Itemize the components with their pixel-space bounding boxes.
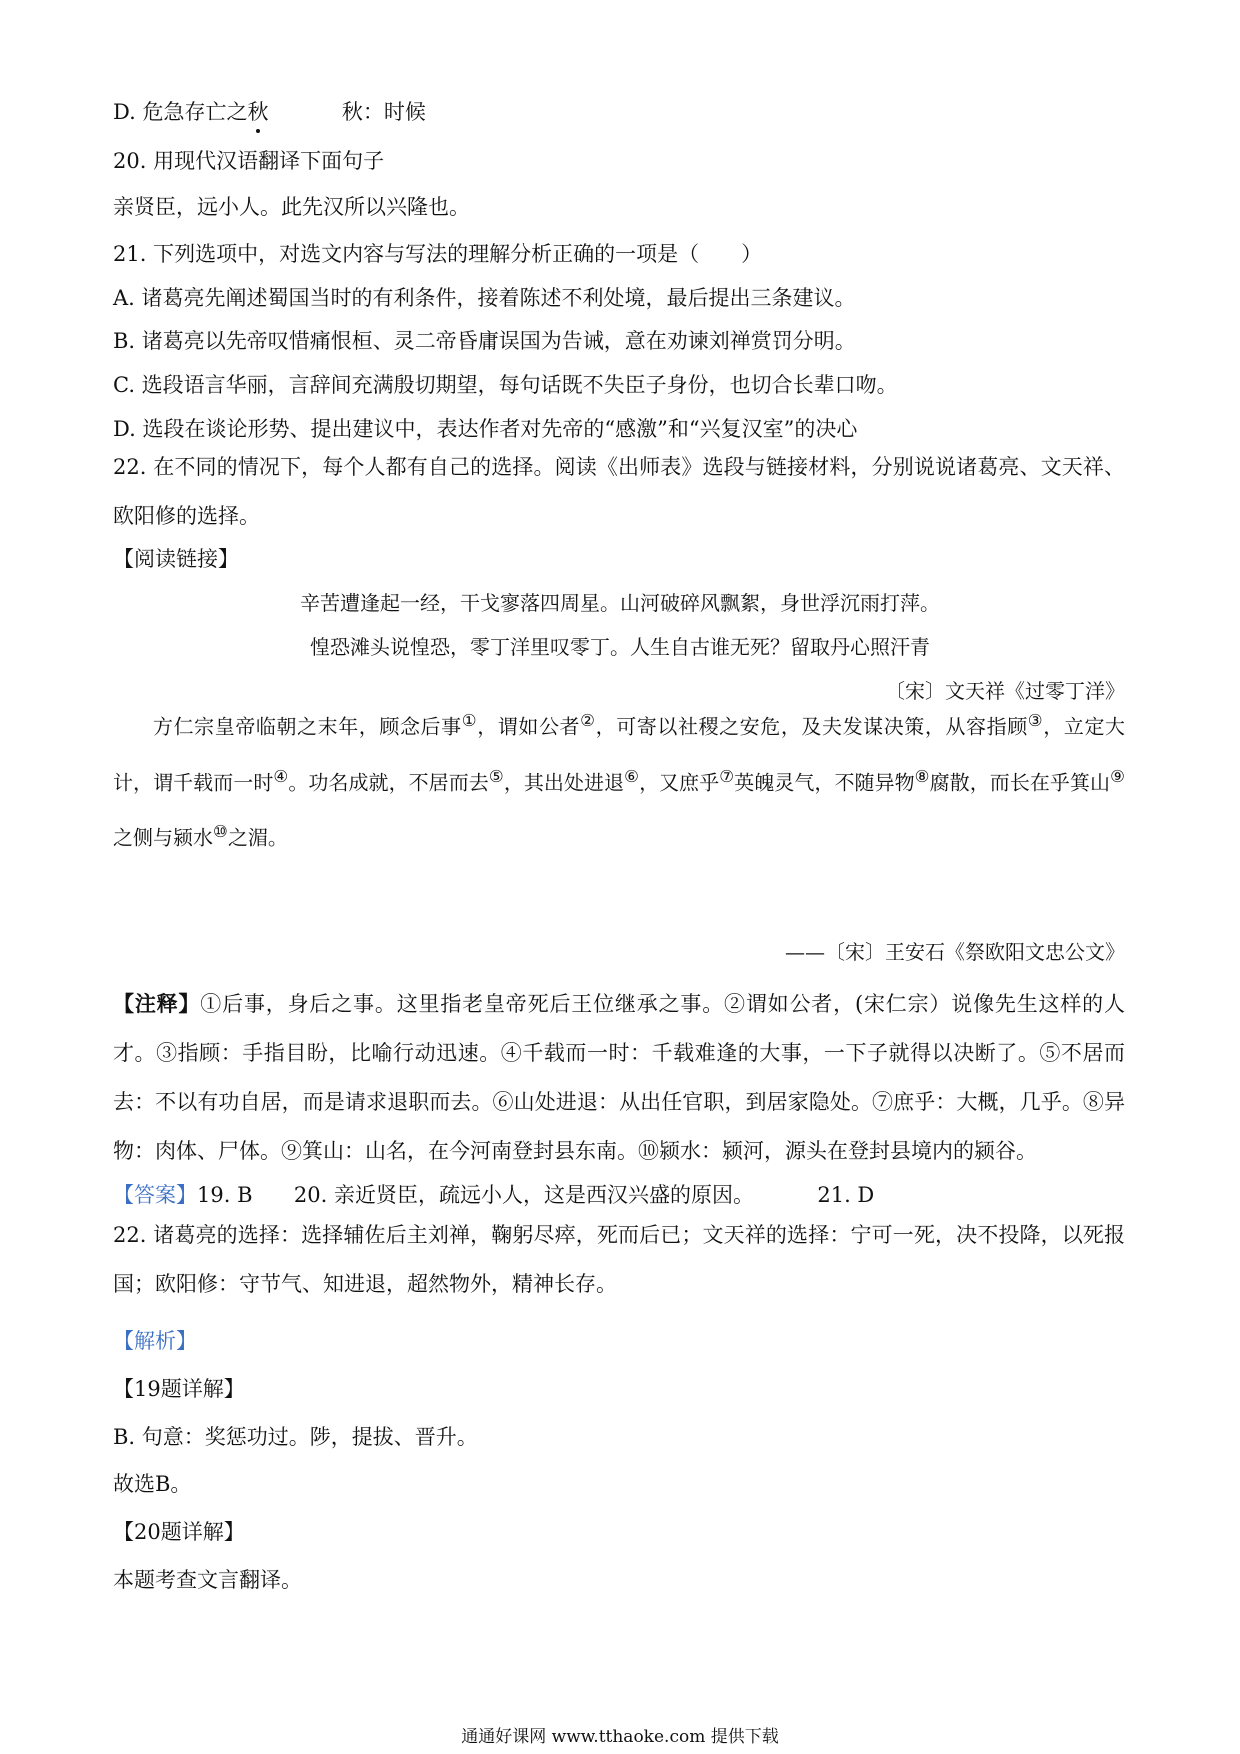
page-footer: 通通好课网 www.tthaoke.com 提供下载 — [461, 1727, 779, 1747]
q20-detail-heading: 【20题详解】 — [113, 1520, 245, 1544]
option-gloss: 秋：时候 — [341, 100, 426, 124]
q20-stem: 20. 用现代汉语翻译下面句子 — [113, 149, 385, 173]
notes-label: 【注释】 — [113, 991, 201, 1016]
q20-detail-text: 本题考查文言翻译。 — [113, 1568, 302, 1592]
poem-source: 〔宋〕文天祥《过零丁洋》 — [885, 679, 1125, 703]
notes-text: ①后事，身后之事。这里指老皇帝死后王位继承之事。②谓如公者，(宋仁宗）说像先生这样的人才。③指顾：手指目盼，比喻行动迅速。④千载而一时：千载难逢的大事，一下子就得以决断了。⑤不居而去：不以有功自居，而是请求退职而去。⑥山处进退：从出任官职，到居家隐处。⑦庶乎：大概，几乎。⑧异物：肉体、尸体。⑨箕山：山名，在今河南登封县东南。⑩颍水：颍河，源头在登封县境内的颍谷。 — [113, 992, 1125, 1163]
q21-option-a: A. 诸葛亮先阐述蜀国当时的有利条件，接着陈述不利处境，最后提出三条建议。 — [113, 286, 856, 310]
answer-20: 20. 亲近贤臣，疏远小人，这是西汉兴盛的原因。 — [293, 1183, 754, 1207]
answer-line — [113, 1180, 874, 1210]
q19-detail-heading: 【19题详解】 — [113, 1377, 245, 1401]
answer-label: 【答案】 — [113, 1183, 197, 1207]
q21-option-b: B. 诸葛亮以先帝叹惜痛恨桓、灵二帝昏庸误国为告诫，意在劝谏刘禅赏罚分明。 — [113, 329, 856, 353]
analysis-label: 【解析】 — [113, 1329, 197, 1353]
q21-option-d: D. 选段在谈论形势、提出建议中，表达作者对先帝的“感激”和“兴复汉室”的决心 — [113, 417, 858, 441]
q20-sentence: 亲贤臣，远小人。此先汉所以兴隆也。 — [113, 195, 470, 219]
q22-stem: 22. 在不同的情况下，每个人都有自己的选择。阅读《出师表》选段与链接材料，分别说说诸葛亮、文天祥、欧阳修的选择。 — [113, 455, 1125, 528]
answer-19: 19. B — [197, 1183, 253, 1207]
answer-22: 22. 诸葛亮的选择：选择辅佐后主刘禅，鞠躬尽瘁，死而后已；文天祥的选择：宁可一死，决不投降，以死报国；欧阳修：守节气、知进退，超然物外，精神长存。 — [113, 1223, 1125, 1296]
poem-line-2: 惶恐滩头说惶恐，零丁洋里叹零丁。人生自古谁无死？留取丹心照汗青 — [310, 635, 930, 659]
prose-source: ——〔宋〕王安石《祭欧阳文忠公文》 — [785, 940, 1125, 964]
option-text: D. 危急存亡之 — [113, 100, 248, 124]
emphasis-char: 秋 — [247, 97, 268, 127]
q19-conclusion: 故选B。 — [113, 1472, 192, 1496]
notes — [113, 979, 1125, 1176]
q21-option-c: C. 选段语言华丽，言辞间充满殷切期望，每句话既不失臣子身份，也切合长辈口吻。 — [113, 373, 898, 397]
answer-21: 21. D — [817, 1183, 875, 1207]
reading-link-heading: 【阅读链接】 — [113, 547, 239, 571]
q21-stem: 21. 下列选项中，对选文内容与写法的理解分析正确的一项是（ ） — [113, 242, 763, 266]
prose-passage: 方仁宗皇帝临朝之末年，顾念后事①，谓如公者②，可寄以社稷之安危，及夫发谋决策，从容指顾③，立定大计，谓千载而一时④。功名成就，不居而去⑤，其出处进退⑥，又庶乎⑦英魄灵气，不随异物⑧腐散，而长在乎箕山⑨之侧与颍水⑩之湄。 — [113, 711, 1126, 850]
poem-line-1: 辛苦遭逢起一经，干戈寥落四周星。山河破碎风飘絮，身世浮沉雨打萍。 — [300, 591, 940, 615]
q19-detail-text: B. 句意：奖惩功过。陟，提拔、晋升。 — [113, 1425, 478, 1449]
q19-option-d — [113, 97, 426, 127]
